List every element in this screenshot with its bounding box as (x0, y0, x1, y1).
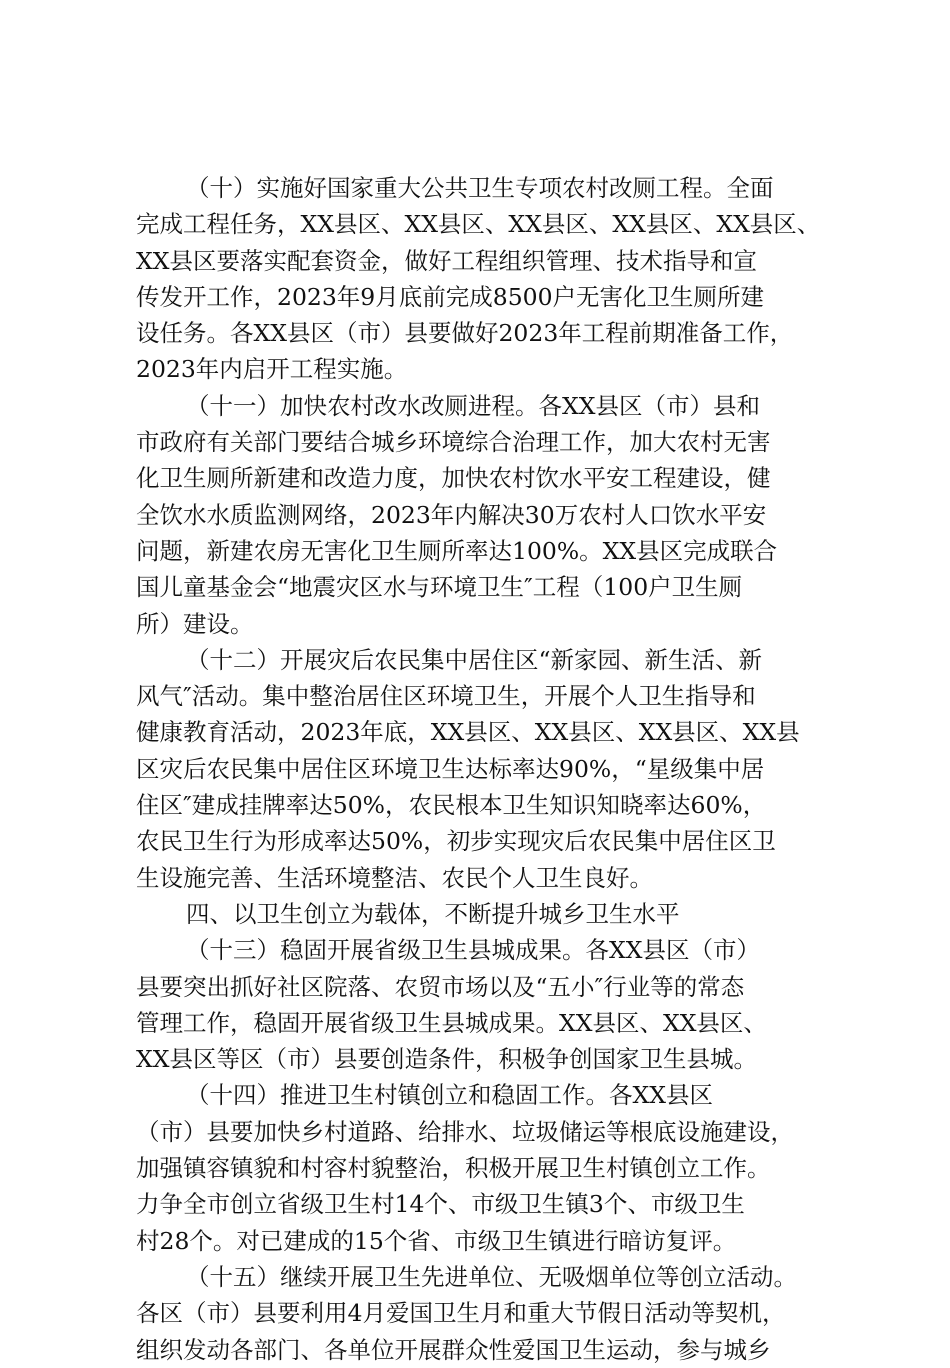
document-line: 设任务。各XX县区（市）县要做好2023年工程前期准备工作， (136, 319, 794, 348)
document-line: 风气″活动。集中整治居住区环境卫生，开展个人卫生指导和 (136, 682, 756, 711)
document-line: XX县区要落实配套资金，做好工程组织管理、技术指导和宣 (136, 246, 757, 275)
document-line: 村28个。对已建成的15个省、市级卫生镇进行暗访复评。 (136, 1226, 737, 1255)
document-line: （十五）继续开展卫生先进单位、无吸烟单位等创立活动。 (186, 1262, 797, 1291)
document-line: 区灾后农民集中居住区环境卫生达标率达90%，“星级集中居 (136, 754, 765, 783)
document-line: （十三）稳固开展省级卫生县城成果。各XX县区（市） (186, 936, 760, 965)
document-line: 2023年内启开工程实施。 (136, 355, 408, 384)
document-line: 化卫生厕所新建和改造力度，加快农村饮水平安工程建设，健 (136, 464, 771, 493)
document-line: 农民卫生行为形成率达50%，初步实现灾后农民集中居住区卫 (136, 827, 776, 856)
document-line: 完成工程任务，XX县区、XX县区、XX县区、XX县区、XX县区、 (136, 210, 821, 239)
document-line: 国儿童基金会“地震灾区水与环境卫生″工程（100户卫生厕 (136, 573, 743, 602)
document-line: 生设施完善、生活环境整洁、农民个人卫生良好。 (136, 863, 653, 892)
document-line: （十一）加快农村改水改厕进程。各XX县区（市）县和 (186, 391, 760, 420)
document-line: 四、以卫生创立为载体，不断提升城乡卫生水平 (186, 899, 680, 928)
document-line: 各区（市）县要利用4月爱国卫生月和重大节假日活动等契机， (136, 1299, 786, 1328)
document-line: XX县区等区（市）县要创造条件，积极争创国家卫生县城。 (136, 1045, 757, 1074)
document-body (136, 170, 836, 1368)
document-line: （市）县要加快乡村道路、给排水、垃圾储运等根底设施建设， (136, 1117, 794, 1146)
document-line: 组织发动各部门、各单位开展群众性爱国卫生运动，参与城乡 (136, 1335, 771, 1364)
document-line: 住区″建成挂牌率达50%，农民根本卫生知识知晓率达60%， (136, 791, 767, 820)
document-line: 加强镇容镇貌和村容村貌整治，积极开展卫生村镇创立工作。 (136, 1154, 771, 1183)
document-line: 问题，新建农房无害化卫生厕所率达100%。XX县区完成联合 (136, 536, 778, 565)
document-line: 县要突出抓好社区院落、农贸市场以及“五小″行业等的常态 (136, 972, 745, 1001)
document-line: （十四）推进卫生村镇创立和稳固工作。各XX县区 (186, 1081, 713, 1110)
document-line: （十）实施好国家重大公共卫生专项农村改厕工程。全面 (186, 174, 774, 202)
document-line: 健康教育活动，2023年底，XX县区、XX县区、XX县区、XX县 (136, 718, 800, 747)
document-line: （十二）开展灾后农民集中居住区“新家园、新生活、新 (186, 645, 763, 674)
document-line: 管理工作，稳固开展省级卫生县城成果。XX县区、XX县区、 (136, 1008, 767, 1037)
document-line: 全饮水水质监测网络，2023年内解决30万农村人口饮水平安 (136, 500, 767, 529)
document-line: 市政府有关部门要结合城乡环境综合治理工作，加大农村无害 (136, 428, 771, 457)
document-line: 所）建设。 (136, 609, 254, 638)
document-line: 传发开工作，2023年9月底前完成8500户无害化卫生厕所建 (136, 282, 765, 311)
document-line: 力争全市创立省级卫生村14个、市级卫生镇3个、市级卫生 (136, 1190, 745, 1219)
